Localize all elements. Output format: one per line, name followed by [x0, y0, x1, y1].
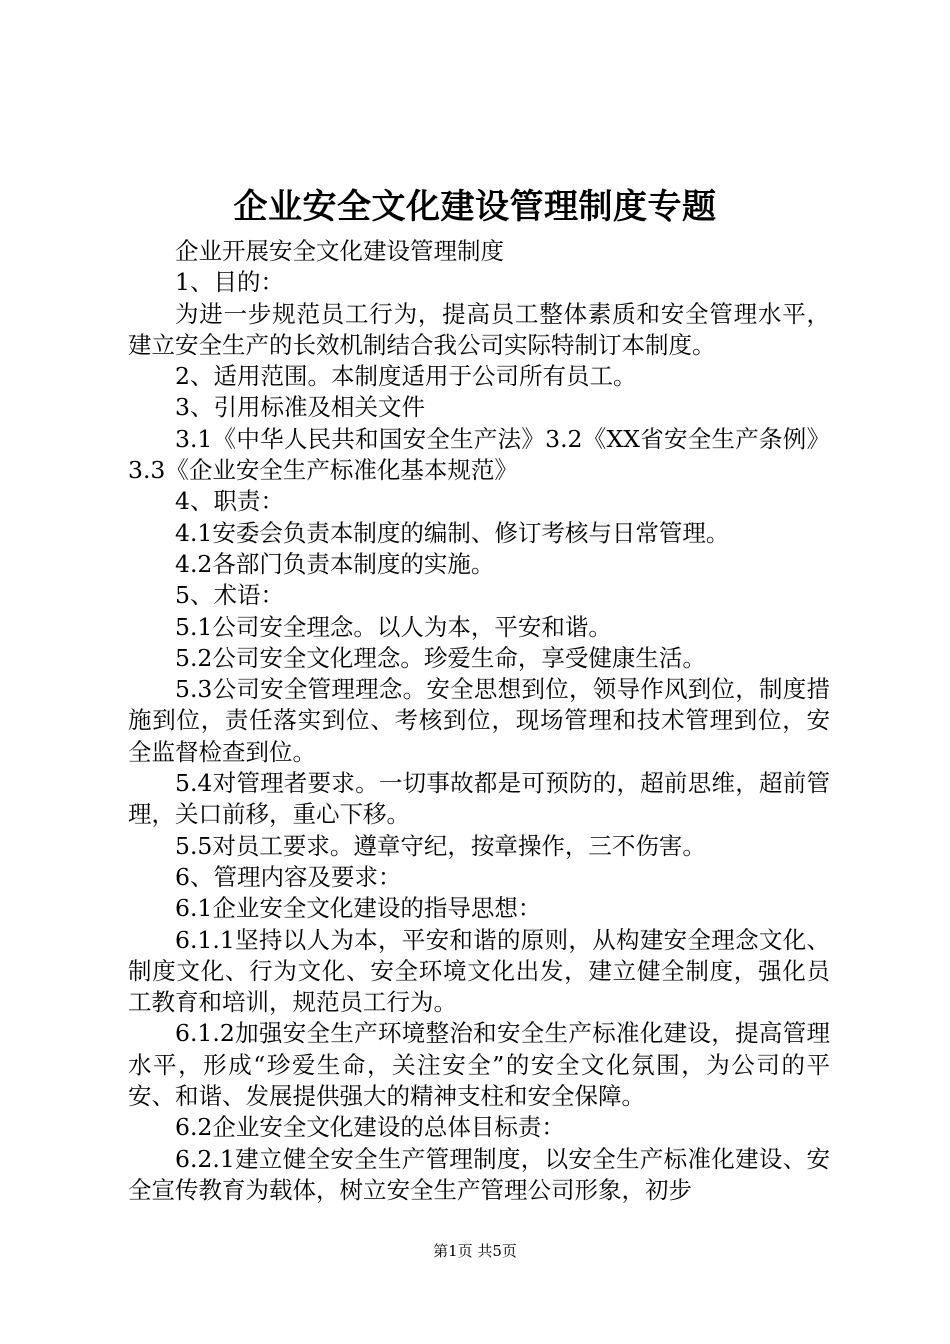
paragraph: 2、适用范围。本制度适用于公司所有员工。 — [175, 362, 637, 391]
paragraph: 企业开展安全文化建设管理制度 — [175, 237, 504, 265]
paragraph: 5.5对员工要求。遵章守纪，按章操作，三不伤害。 — [175, 831, 706, 860]
paragraph: 5.2公司安全文化理念。珍爱生命，享受健康生活。 — [175, 643, 706, 672]
document-body — [128, 236, 830, 1206]
paragraph: 5.4对管理者要求。一切事故都是可预防的，超前思维，超前管理，关口前移，重心下移。 — [128, 769, 830, 829]
paragraph: 为进一步规范员工行为，提高员工整体素质和安全管理水平，建立安全生产的长效机制结合我公司实际特制订本制度。 — [128, 299, 830, 359]
paragraph: 5、术语： — [175, 581, 284, 610]
paragraph: 6.1企业安全文化建设的指导思想： — [175, 894, 542, 923]
paragraph: 5.3公司安全管理理念。安全思想到位，领导作风到位，制度措施到位，责任落实到位、考核到位，现场管理和技术管理到位，安全监督检查到位。 — [128, 675, 830, 766]
paragraph: 3、引用标准及相关文件 — [175, 393, 425, 422]
paragraph: 5.1公司安全理念。以人为本，平安和谐。 — [175, 612, 612, 641]
paragraph: 4.1安委会负责本制度的编制、修订考核与日常管理。 — [175, 518, 730, 547]
paragraph: 1、目的： — [175, 268, 284, 297]
paragraph: 6.1.1坚持以人为本，平安和谐的原则，从构建安全理念文化、制度文化、行为文化、安全环境文化出发，建立健全制度，强化员工教育和培训，规范员工行为。 — [128, 925, 830, 1017]
document-title: 企业安全文化建设管理制度专题 — [233, 187, 717, 227]
paragraph: 6.2企业安全文化建设的总体目标责： — [175, 1113, 565, 1142]
page-footer: 第1页 共5页 — [433, 1242, 517, 1260]
paragraph: 4.2各部门负责本制度的实施。 — [175, 549, 495, 578]
paragraph: 6.1.2加强安全生产环境整治和安全生产标准化建设，提高管理水平，形成“珍爱生命，关注安全”的安全文化氛围，为公司的平安、和谐、发展提供强大的精神支柱和安全保障。 — [128, 1019, 830, 1111]
paragraph: 3.1《中华人民共和国安全生产法》3.2《XX省安全生产条例》3.3《企业安全生产标准化基本规范》 — [128, 424, 830, 485]
paragraph: 6、管理内容及要求： — [175, 862, 402, 891]
paragraph: 4、职责： — [175, 487, 284, 516]
paragraph: 6.2.1建立健全安全生产管理制度，以安全生产标准化建设、安全宣传教育为载体，树立安全生产管理公司形象，初步 — [128, 1144, 830, 1204]
